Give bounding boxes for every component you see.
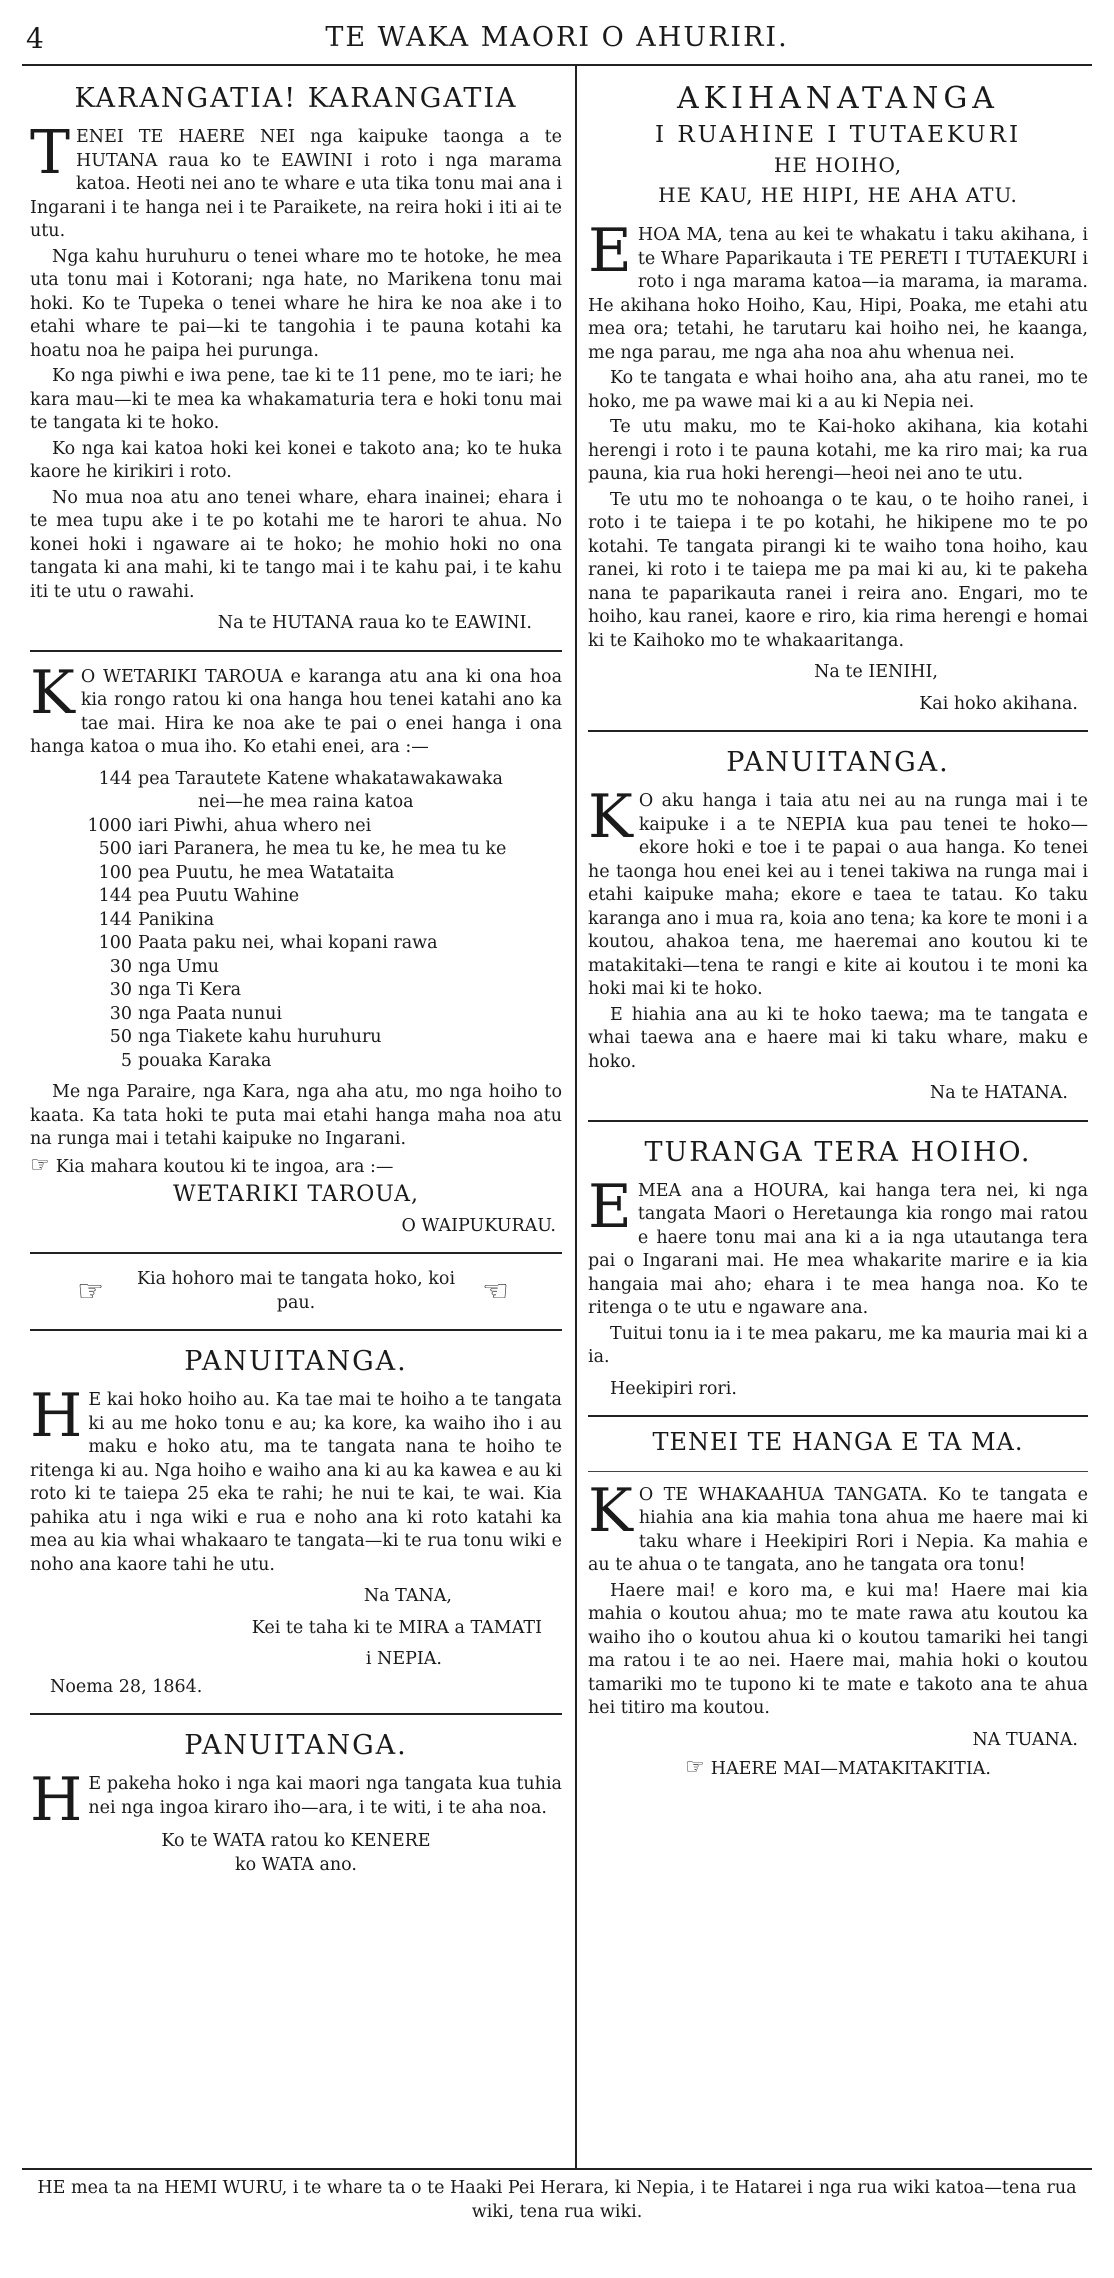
item-quantity: 30 xyxy=(109,1003,132,1024)
ad-akihanatanga xyxy=(588,82,1088,716)
ad-note: ☞ Kia mahara koutou ki te ingoa, ara :— xyxy=(30,1152,394,1178)
imprint-footer: HE mea ta na HEMI WURU, i te whare ta o te Haaki Pei Herara, ki Nepia, i te Hatarei i nga rua wiki katoa—tena rua wiki, tena rua wiki. xyxy=(37,2178,1077,2222)
left-column xyxy=(30,70,562,1877)
item-text: pouaka Karaka xyxy=(138,1050,272,1071)
ad-paragraph: No mua noa atu ano tenei whare, ehara inainei; ehara i te mea tupu ake i te po kotahi me te harori te ahua. No konei hoki i ngaware ai te hoko; he mohio hoki no ona tangata ki ana mahi, ki te tango mai i te kahu pai, i te kahu iti te utu o rawahi. xyxy=(30,487,562,602)
list-item xyxy=(30,838,562,862)
ad-karangatia xyxy=(30,82,562,636)
ad-title: TURANGA TERA HOIHO. xyxy=(644,1136,1032,1168)
section-rule xyxy=(588,1471,1088,1472)
item-text: pea Puutu Wahine xyxy=(138,886,300,906)
item-text: iari Piwhi, ahua whero nei xyxy=(138,815,372,836)
ad-note: ☞ HAERE MAI—MATAKITAKITIA. xyxy=(685,1755,991,1780)
pointing-hand-icon: ☞ xyxy=(685,1755,705,1780)
list-item xyxy=(30,815,562,839)
ad-signature: Na te IENIHI, xyxy=(814,662,938,682)
item-text: iari Paranera, he mea tu ke, he mea tu ke xyxy=(138,839,507,859)
item-quantity: 144 xyxy=(98,909,132,930)
section-rule xyxy=(30,1252,562,1254)
hurry-notice xyxy=(30,1268,562,1315)
item-text: nga Paata nunui xyxy=(138,1003,283,1024)
drop-cap: E xyxy=(588,1171,632,1242)
ad-title: AKIHANATANGA xyxy=(677,81,999,116)
masthead-title: TE WAKA MAORI O AHURIRI. xyxy=(325,22,789,53)
ad-signature: Na te HATANA. xyxy=(929,1083,1068,1103)
ad-signature: NA TUANA. xyxy=(972,1729,1078,1750)
section-rule xyxy=(30,650,562,652)
ad-paragraph: E hiahia ana au ki te hoko taewa; ma te tangata e whai taewa ana e haere mai ki taku whare, maku e hoko. xyxy=(588,1004,1088,1072)
item-quantity: 500 xyxy=(98,839,132,859)
page-header xyxy=(22,18,1092,64)
ad-paragraph: K O TE WHAKAAHUA TANGATA. Ko te tangata e hiahia ana kia mahia tona ahua me haere mai ki taku whare i Heekipiri Rori i Nepia. Ka mahia e au te ahua o te tangata, ano he tangata ora tonu! xyxy=(588,1475,1088,1575)
ad-title: KARANGATIA! KARANGATIA xyxy=(74,83,518,114)
item-quantity: 30 xyxy=(109,980,132,1000)
list-item xyxy=(30,862,562,886)
list-item xyxy=(30,979,562,1003)
drop-cap: E xyxy=(588,216,632,286)
ad-paragraph: EHOA MA, tena au kei te whakatu i taku akihana, i te Whare Paparikauta i TE PERETI I TUTAEKURI i roto i nga marama katoa—ia marama, ia marama. He akihana hoko Hoiho, Kau, Hipi, Poaka, me etahi atu mea ora; tetahi, he tarutaru kai hoiho nei, he kaanga, me nga parau, me nga aha noa ahu whenua nei. xyxy=(588,216,1088,363)
list-item xyxy=(30,909,562,933)
ad-subtitle: I RUAHINE I TUTAEKURI xyxy=(654,122,1022,148)
ad-paragraph: TENEI TE HAERE NEI nga kaipuke taonga a te HUTANA raua ko te EAWINI i roto i nga marama katoa. Heoti nei ano te whare e uta tika tonu mai ana i Ingarani i te hanga nei i te Paraikete, na reira hoki i iti ai te utu. xyxy=(30,118,562,241)
ad-signature: Kei te taha ki te MIRA a TAMATI xyxy=(251,1617,542,1638)
ad-signature-place: O WAIPUKURAU. xyxy=(401,1215,556,1236)
section-rule xyxy=(588,1415,1088,1417)
list-item xyxy=(30,791,562,815)
section-rule xyxy=(588,730,1088,732)
drop-cap: H xyxy=(30,1381,83,1451)
ad-title: TENEI TE HANGA E TA MA. xyxy=(652,1428,1024,1456)
item-quantity: 100 xyxy=(98,933,132,953)
section-rule xyxy=(30,1713,562,1715)
ad-signature-name: WETARIKI TAROUA, xyxy=(172,1182,420,1207)
ad-subtitle: HE KAU, HE HIPI, HE AHA ATU. xyxy=(658,183,1018,207)
right-column xyxy=(588,70,1088,1782)
ad-wetariki xyxy=(30,657,562,1239)
ad-signature: i NEPIA. xyxy=(365,1649,442,1669)
item-quantity: 100 xyxy=(98,862,132,883)
ad-paragraph: Nga kahu huruhuru o tenei whare mo te hotoke, he mea uta tonu mai i Kotorani; nga hate, no Marikena tonu mai hoki. Ko te Tupeka o tenei whare he hira ke noa ake i to etahi whare te pai—ki te tangohia i te pauna kotahi ka hoatu noa he paipa hei purunga. xyxy=(30,246,562,361)
ad-turanga-tera xyxy=(588,1136,1088,1402)
item-text: Panikina xyxy=(138,909,215,930)
section-rule xyxy=(30,1329,562,1331)
list-item xyxy=(30,932,562,956)
pointing-hand-icon: ☞ xyxy=(77,1273,104,1309)
header-rule xyxy=(22,64,1092,66)
ad-paragraph: H E kai hoko hoiho au. Ka tae mai te hoiho a te tangata ki au me hoko tonu e au; ka kore, ka waiho iho i au maku e hoko atu, ma te tangata nana te hoiho te ritenga ki au. Nga hoiho e waiho ana ki au ka kawea e au ki roto ki te taiepa 25 eka te rahi; he nui te kai, te wai. Kia pahika atu i nga wiki e rua e noho ana ki roto katahi ka mea au kia whai whakaaro te tangata—ki te rua tonu wiki e noho ana kaore tahi he utu. xyxy=(30,1381,562,1575)
list-item xyxy=(30,885,562,909)
ad-title: PANUITANGA. xyxy=(184,1346,408,1377)
item-text: nga Tiakete kahu huruhuru xyxy=(138,1027,382,1047)
ad-signature: Heekipiri rori. xyxy=(610,1378,737,1399)
list-item xyxy=(30,1003,562,1027)
pointing-hand-icon: ☞ xyxy=(30,1152,50,1178)
ad-paragraph: Ko te tangata e whai hoiho ana, aha atu ranei, mo te hoko, me pa wawe mai ki a au ki Nepia nei. xyxy=(588,368,1088,412)
ad-paragraph: Tuitui tonu ia i te mea pakaru, me ka mauria mai ki a ia. xyxy=(588,1323,1088,1367)
drop-cap: K xyxy=(588,1475,633,1546)
ad-paragraph: Haere mai! e koro ma, e kui ma! Haere mai kia mahia o koutou ahua; mo te mate rawa atu koutou ka waiho iho o koutou ahua ki o koutou tamariki hei tangi ma ratou i te ao nei. Haere mai, mahia hoki o koutou tamariki mo te tupono ki te mate e takoto ana te ahua hei titiro ma koutou. xyxy=(588,1580,1088,1718)
hurry-text: Kia hohoro mai te tangata hoko, koi pau. xyxy=(136,1269,456,1313)
ad-signature: ko WATA ano. xyxy=(235,1854,357,1875)
ad-title: PANUITANGA. xyxy=(726,747,950,778)
item-text: nga Umu xyxy=(138,956,220,977)
ad-panuitanga-wata xyxy=(30,1729,562,1877)
ad-paragraph: Ko nga piwhi e iwa pene, tae ki te 11 pene, mo te iari; he kara mau—ki te mea ka whakamaturia tera e hoki tonu mai te tangata ki te hoko. xyxy=(30,366,562,433)
goods-list xyxy=(30,768,562,1074)
item-text: nei—he mea raina katoa xyxy=(198,792,414,812)
item-quantity: 1000 xyxy=(87,815,132,836)
ad-paragraph: EMEA ana a HOURA, kai hanga tera nei, ki nga tangata Maori o Heretaunga kia rongo mai ratou e haere tonu mai ana ki a ia nga utautanga tera pai o Ingarani mai. He mea whakarite marire e ia kia hangaia mai aho; ehara i te mea hanga noa. Ko te ritenga o te utu e ngaware ana. xyxy=(588,1171,1088,1318)
drop-cap: T xyxy=(30,118,71,188)
ad-paragraph: K O aku hanga i taia atu nei au na runga mai i te kaipuke i a te NEPIA kua pau tenei te hoko—ekore hoki e toe i te papai o aua hanga. Ko tenei he taonga hou enei kei au i tenei takiwa na runga mai i etahi kaipuke maha; ekore e taea te tatau. Ko taku karanga ano i mua ra, koia ano tena; ka kore te moni i a koutou, ahakoa tena, me haeremai ano koutou ki te matakitaki—tena te rangi e kite ai koutou i te moni ka hoki mai ki te hoko. xyxy=(588,782,1088,999)
ad-title: PANUITANGA. xyxy=(184,1730,408,1761)
ad-signature: Na te HUTANA raua ko te EAWINI. xyxy=(217,613,532,633)
item-quantity: 5 xyxy=(120,1050,132,1071)
item-text: pea Tarautete Katene whakatawakawaka xyxy=(138,768,503,789)
item-text: pea Puutu, he mea Watataita xyxy=(138,862,395,883)
footer-rule xyxy=(22,2168,1092,2170)
list-item xyxy=(30,1050,562,1074)
ad-panuitanga-tana xyxy=(30,1345,562,1699)
column-divider xyxy=(575,66,577,2168)
ad-paragraph: Te utu maku, mo te Kai-hoko akihana, kia kotahi herengi i roto i te pauna kotahi, me ka riro mai; ka rua pauna, kia rua hoki herengi—heoi nei ano te utu. xyxy=(588,417,1088,484)
ad-paragraph: Te utu mo te nohoanga o te kau, o te hoiho ranei, i roto i te taiepa i te po kotahi, he hikipene mo te po kotahi. Te tangata pirangi ki te waiho tona hoiho, kau ranei, ki roto i te taiepa me pa mai ki au, ki te pakeha nana te paparikauta ranei i reira ano. Engari, mo te hoiho, kau ranei, kaore e riro, kia rima herengi e homai ki te Kaihoko mo te whakaaritanga. xyxy=(588,489,1088,651)
list-item xyxy=(30,768,562,792)
ad-subtitle: HE HOIHO, xyxy=(773,153,903,177)
item-text: Paata paku nei, whai kopani rawa xyxy=(138,933,438,953)
ad-paragraph: K O WETARIKI TAROUA e karanga atu ana ki ona hoa kia rongo ratou ki ona hanga hou tenei katahi ano ka tae mai. Hira ke noa ake te pai o enei hanga i ona hanga katoa o mua iho. Ko etahi enei, ara :— xyxy=(30,657,562,757)
list-item xyxy=(30,1026,562,1050)
ad-date: Noema 28, 1864. xyxy=(50,1676,203,1697)
section-rule xyxy=(588,1120,1088,1122)
ad-paragraph: Ko nga kai katoa hoki kei konei e takoto ana; ko te huka kaore he kirikiri i roto. xyxy=(30,438,562,482)
item-quantity: 144 xyxy=(98,886,132,906)
page-number: 4 xyxy=(26,22,44,55)
ad-panuitanga-hatana xyxy=(588,746,1088,1106)
pointing-hand-icon: ☜ xyxy=(482,1273,509,1309)
item-quantity: 144 xyxy=(98,768,132,789)
ad-signature: Kai hoko akihana. xyxy=(919,693,1078,714)
list-item xyxy=(30,956,562,980)
ad-paragraph: Me nga Paraire, nga Kara, nga aha atu, mo nga hoiho to kaata. Ka tata hoki te puta mai etahi hanga maha noa atu na runga mai i tetahi kaipuke no Ingarani. xyxy=(30,1082,562,1149)
item-quantity xyxy=(30,791,138,815)
drop-cap: K xyxy=(588,782,633,852)
drop-cap: H xyxy=(30,1765,83,1835)
ad-whakaahua xyxy=(588,1428,1088,1782)
item-quantity: 50 xyxy=(109,1027,132,1047)
drop-cap: K xyxy=(30,657,75,728)
item-quantity: 30 xyxy=(109,956,132,977)
ad-paragraph: H E pakeha hoko i nga kai maori nga tangata kua tuhia nei nga ingoa kiraro iho—ara, i te witi, i te aha noa. xyxy=(30,1765,562,1835)
ad-signature: Na TANA, xyxy=(363,1586,452,1606)
item-text: nga Ti Kera xyxy=(138,980,242,1000)
ad-signature: Ko te WATA ratou ko KENERE xyxy=(161,1831,431,1851)
